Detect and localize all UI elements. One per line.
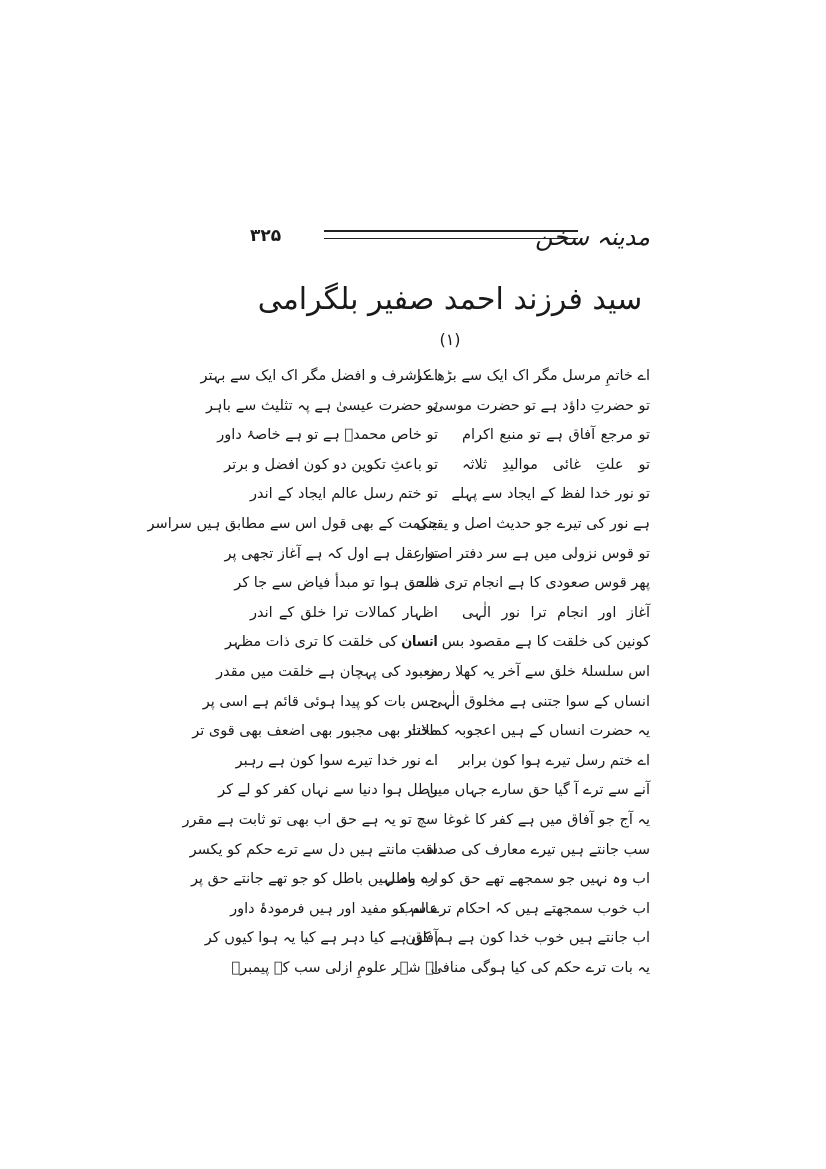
verse-line: باطل ہوا دنیا سے نہاں کفر کو لے کر <box>218 782 438 799</box>
verse-line: اس سلسلۂ خلق سے آخر یہ کھلا رمز <box>427 663 650 680</box>
verse-line: اب وہ نہیں باطل کو جو تھے جانتے حق پر <box>190 871 438 888</box>
verse-line: اے اشرف و افضل مگر اک ایک سے بہتر <box>200 368 438 384</box>
verse-line: انساں کے سوا جتنی ہے مخلوق الٰہی <box>430 693 650 710</box>
section-number: (۱) <box>439 330 461 349</box>
verse-line: اے ختم رسل تیرے ہوا کون برابر <box>458 752 650 769</box>
header-double-rule <box>324 230 578 239</box>
book-name: مدینہ سخن <box>535 223 650 251</box>
verse-line: تو ختم رسل عالم ایجاد کے اندر <box>250 486 438 503</box>
verse-line: یہ حضرت انساں کے ہیں اعجوبہ کمالات <box>407 723 650 740</box>
verse-line: تو خاص محمدؐ ہے تو ہے خاصۂ داور <box>217 427 438 444</box>
verse-line: اے نور خدا تیرے سوا کون ہے رہبر <box>235 752 438 769</box>
page-number: ۳۲۵ <box>250 226 282 246</box>
verse-line: سچ تو یہ ہے حق اب بھی تو ثابت ہے مقرر <box>182 811 438 828</box>
verse-line: اے شہر علومِ ازلی سب کے پیمبرؐ <box>231 959 438 976</box>
verse-line: اظہار کمالات ترا خلق کے اندر <box>250 604 438 621</box>
verse-line: سب مانتے ہیں دل سے ترے حکم کو یکسر <box>189 841 438 858</box>
verse-line: تو حضرتِ داؤد ہے تو حضرت موسیٰ <box>432 397 650 414</box>
verse-line: یہ بات ترے حکم کی کیا ہوگی منافی <box>430 959 650 976</box>
verse-line: کونین کی خلقت کا ہے مقصود بس انساں <box>401 634 650 651</box>
verse-line: ہے نور کی تیرے جو حدیث اصل و یقینی <box>415 515 650 532</box>
verse-line: اے خاتمِ مرسل مگر اک ایک سے بڑھ کر <box>415 368 650 384</box>
verse-line: ملحق ہوا تو مبدأ فیاض سے جا کر <box>234 575 438 592</box>
verse-line: آغاز اور انجام ترا نور الٰہی <box>462 604 650 621</box>
verse-line: عالم کو مفید اور ہیں فرمودۂ داور <box>230 900 438 917</box>
poet-name-heading: سید فرزند احمد صفیر بلگرامی <box>257 282 643 317</box>
verse-line: اب جانتے ہیں خوب خدا کون ہے ہم کون <box>405 930 650 947</box>
verse-line: یہ آج جو آفاق میں ہے کفر کا غوغا <box>443 811 650 828</box>
running-header <box>250 222 650 252</box>
verse-line: سب جانتے ہیں تیرے معارف کی صداقت <box>411 841 650 858</box>
verse-line: تو حضرت عیسیٰ ہے پہ تثلیث سے باہر <box>206 397 438 414</box>
verse-line: آفاق ہے کیا دہر ہے کیا یہ ہوا کیوں کر <box>204 930 438 947</box>
verse-line: آنے سے ترے آ گیا حق سارے جہاں میں <box>426 782 650 799</box>
verse-line: تو عقل ہے اول کہ ہے آغاز تجھی پر <box>224 545 438 562</box>
verse-line: تو قوس نزولی میں ہے سر دفتر اصدار <box>417 545 650 562</box>
verse-line: حکمت کے بھی قول اس سے مطابق ہیں سراسر <box>147 515 438 532</box>
verse-line: جس بات کو پیدا ہوئی قائم ہے اسی پر <box>202 693 438 710</box>
verse-line: معبود کی پہچان ہے خلقت میں مقدر <box>216 663 438 680</box>
verse-line: تو مرجع آفاق ہے تو منبع اکرام <box>462 427 650 444</box>
verse-line: تو باعثِ تکوین دو کون افضل و برتر <box>224 456 438 473</box>
verse-line: پھر قوس صعودی کا ہے انجام تری ذات <box>415 575 650 592</box>
verse-block <box>147 362 650 1022</box>
verse-line: اب خوب سمجھتے ہیں کہ احکام ترے سب <box>399 900 650 917</box>
verse-line: تو نور خدا لفظ کے ایجاد سے پہلے <box>451 486 650 503</box>
left-verse-column <box>147 362 438 983</box>
verse-line: اب وہ نہیں جو سمجھے تھے حق کو رہ باطل <box>384 871 650 888</box>
right-verse-column <box>384 362 650 983</box>
verse-line: مختار بھی مجبور بھی اضعف بھی قوی تر <box>192 723 438 740</box>
verse-line: انسان کی خلقت کا تری ذات مظہر <box>224 634 438 651</box>
verse-line: تو علتِ غائی موالیدِ ثلاثہ <box>462 456 650 473</box>
